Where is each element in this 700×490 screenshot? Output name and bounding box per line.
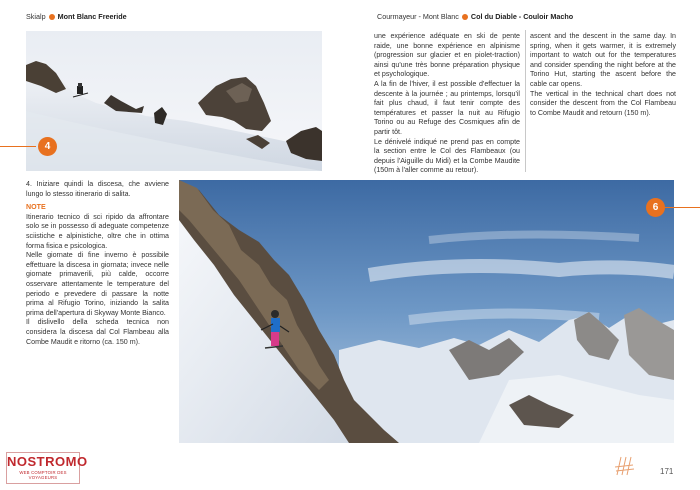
header-area: Courmayeur - Mont Blanc	[377, 12, 459, 21]
page-number: 171	[660, 467, 674, 476]
italian-text-column	[26, 180, 169, 347]
nostromo-logo	[6, 452, 88, 484]
orange-dot-icon	[462, 14, 468, 20]
french-paragraph: A la fin de l'hiver, il est possible d'effectuer la descente à la journée ; au printemps, lorsqu'il fait plus chaud, il faut tenir compte des températures et passer la nuit au Rifugio Torino ou au Refuge des Cosmiques afin de partir tôt.	[374, 79, 520, 136]
page-header-left	[26, 12, 127, 21]
note-heading: NOTE	[26, 203, 46, 212]
photo-caption: 4. Iniziare quindi la discesa, che avviene lungo lo stesso itinerario di salita.	[26, 180, 169, 198]
logo-tagline: WEB COMPTOIR DES VOYAGEURS	[19, 470, 67, 480]
note-paragraph: Itinerario tecnico di sci ripido da affrontare solo se in possesso di adeguate competenze sciistiche e alpinistiche, oltre che in ottima forma fisica e psicologica.	[26, 212, 169, 250]
marker-leader-line	[0, 146, 36, 147]
note-paragraph: Nelle giornate di fine inverno è possibile effettuare la discesa in giornata; invece nelle giornate primaverili, più calde, occorre osservare attentamente le temperature del periodo e prevedere di passare la notte prima al Rifugio Torino, iniziando la salita prima dell'apertura di Skyway Monte Bianco.	[26, 251, 169, 317]
top-photo	[26, 31, 322, 171]
marker-leader-line	[662, 207, 700, 208]
header-route-title: Col du Diable - Couloir Macho	[470, 12, 574, 21]
signature-icon	[613, 453, 637, 479]
french-paragraph: Le dénivelé indiqué ne prend pas en compte la section entre le Col des Flambeaux (ou depuis l'Aiguille du Midi) et la Combe Maudite (150m à l'aller comme au retour).	[374, 137, 520, 175]
main-photo	[179, 180, 674, 443]
header-title: Mont Blanc Freeride	[57, 12, 127, 21]
english-text-column	[530, 32, 676, 118]
english-paragraph: The vertical in the technical chart does not consider the descent from the Col Flambeau to Combe Maudit and retourn (150 m).	[530, 89, 676, 117]
header-section: Skialp	[26, 12, 46, 21]
english-paragraph: ascent and the descent in the same day. In spring, when it gets warmer, it is extremely important to watch out for the temperatures and consider spending the night before at the Torino Hut, starting the ascent before the cable car opens.	[530, 32, 676, 88]
logo-name: NOSTROMO	[7, 454, 88, 469]
note-paragraph: Il dislivello della scheda tecnica non considera la discesa dal Col Flambeau alla Combe Maudit e ritorno (ca. 150 m).	[26, 318, 169, 346]
french-text-column	[374, 32, 520, 176]
orange-dot-icon	[49, 14, 55, 20]
page-header-right	[377, 12, 573, 21]
photo-marker-4: 4	[38, 137, 57, 156]
column-divider	[525, 30, 526, 172]
photo-marker-6: 6	[646, 198, 665, 217]
french-paragraph: une expérience adéquate en ski de pente raide, une bonne expérience en alpinisme (progression sur glacier et en piolet-traction) ainsi qu'une très bonne préparation physique et psychologique.	[374, 32, 520, 79]
